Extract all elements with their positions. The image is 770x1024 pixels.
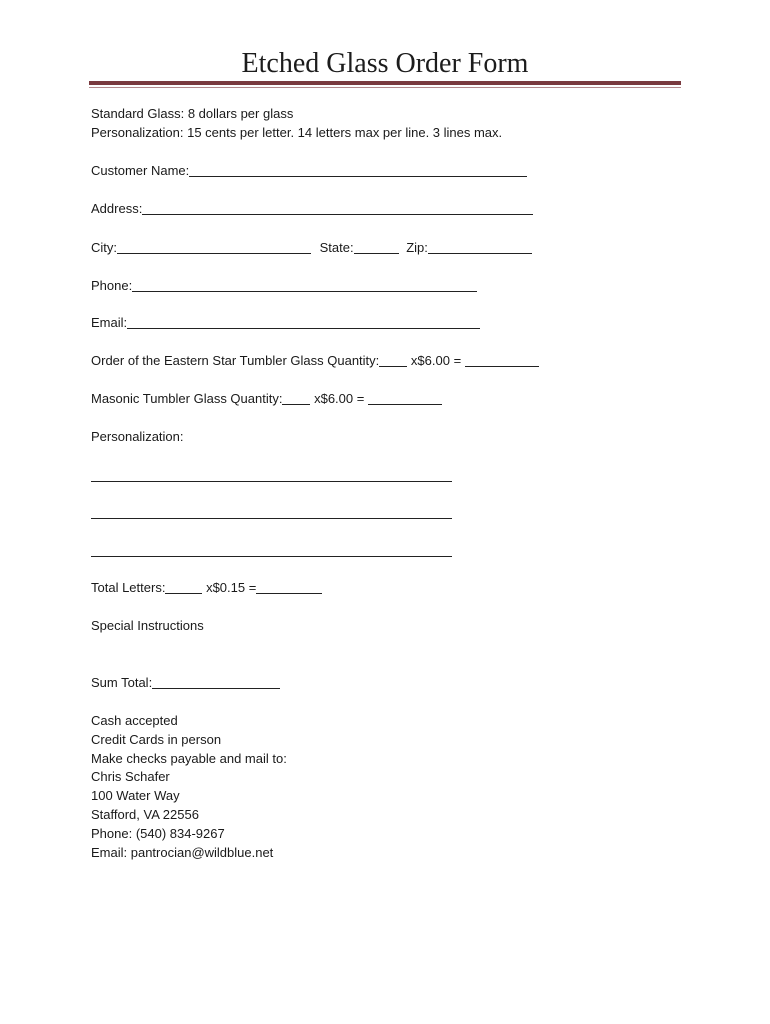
personalization-line-3[interactable] [91,556,452,557]
payee-name: Chris Schafer [91,769,170,784]
sum-total-field[interactable] [152,675,280,689]
zip-field[interactable] [428,240,532,254]
city-state-zip-row [91,238,532,257]
form-title: Etched Glass Order Form [241,48,529,79]
payment-checks: Make checks payable and mail to: [91,751,287,766]
title-divider [89,81,681,85]
email-label: Email: [91,315,128,330]
payee-city: Stafford, VA 22556 [91,807,199,822]
sum-total-row [91,673,280,692]
state-label: State: [319,240,354,255]
masonic-row [91,389,442,408]
phone-row [91,276,477,295]
customer-name-row [91,161,527,180]
city-field[interactable] [117,240,311,254]
total-letters-label: Total Letters: [91,580,166,595]
address-label: Address: [91,201,143,216]
personalization-line-1[interactable] [91,481,452,482]
sum-total-label: Sum Total: [91,675,153,690]
payee-phone: Phone: (540) 834-9267 [91,826,225,841]
title-divider-thin [89,87,681,88]
email-row [91,313,480,332]
total-letters-price: x$0.15 = [206,580,257,595]
payment-cash: Cash accepted [91,713,178,728]
phone-field[interactable] [132,278,477,292]
masonic-label: Masonic Tumbler Glass Quantity: [91,391,283,406]
city-label: City: [91,240,117,255]
zip-label: Zip: [406,240,428,255]
personalization-pricing-text: Personalization: 15 cents per letter. 14 letters max per line. 3 lines max. [91,125,503,140]
total-letters-subtotal-field[interactable] [256,580,322,594]
personalization-line-2[interactable] [91,518,452,519]
personalization-heading: Personalization: [91,429,184,444]
address-field[interactable] [142,201,533,215]
payment-credit: Credit Cards in person [91,732,222,747]
email-field[interactable] [127,315,480,329]
eastern-star-price: x$6.00 = [410,353,462,368]
masonic-quantity-field[interactable] [282,391,310,405]
eastern-star-label: Order of the Eastern Star Tumbler Glass Quantity: [91,353,380,368]
customer-name-field[interactable] [189,163,527,177]
total-letters-row [91,578,322,597]
payee-street: 100 Water Way [91,788,180,803]
masonic-price: x$6.00 = [314,391,365,406]
eastern-star-quantity-field[interactable] [379,353,407,367]
special-instructions-label: Special Instructions [91,618,204,633]
state-field[interactable] [354,240,399,254]
payee-email: Email: pantrocian@wildblue.net [91,845,274,860]
total-letters-field[interactable] [165,580,202,594]
standard-pricing-text: Standard Glass: 8 dollars per glass [91,106,294,121]
address-row [91,199,533,218]
masonic-subtotal-field[interactable] [368,391,442,405]
customer-name-label: Customer Name: [91,163,190,178]
phone-label: Phone: [91,278,133,293]
eastern-star-row [91,351,539,370]
eastern-star-subtotal-field[interactable] [465,353,539,367]
